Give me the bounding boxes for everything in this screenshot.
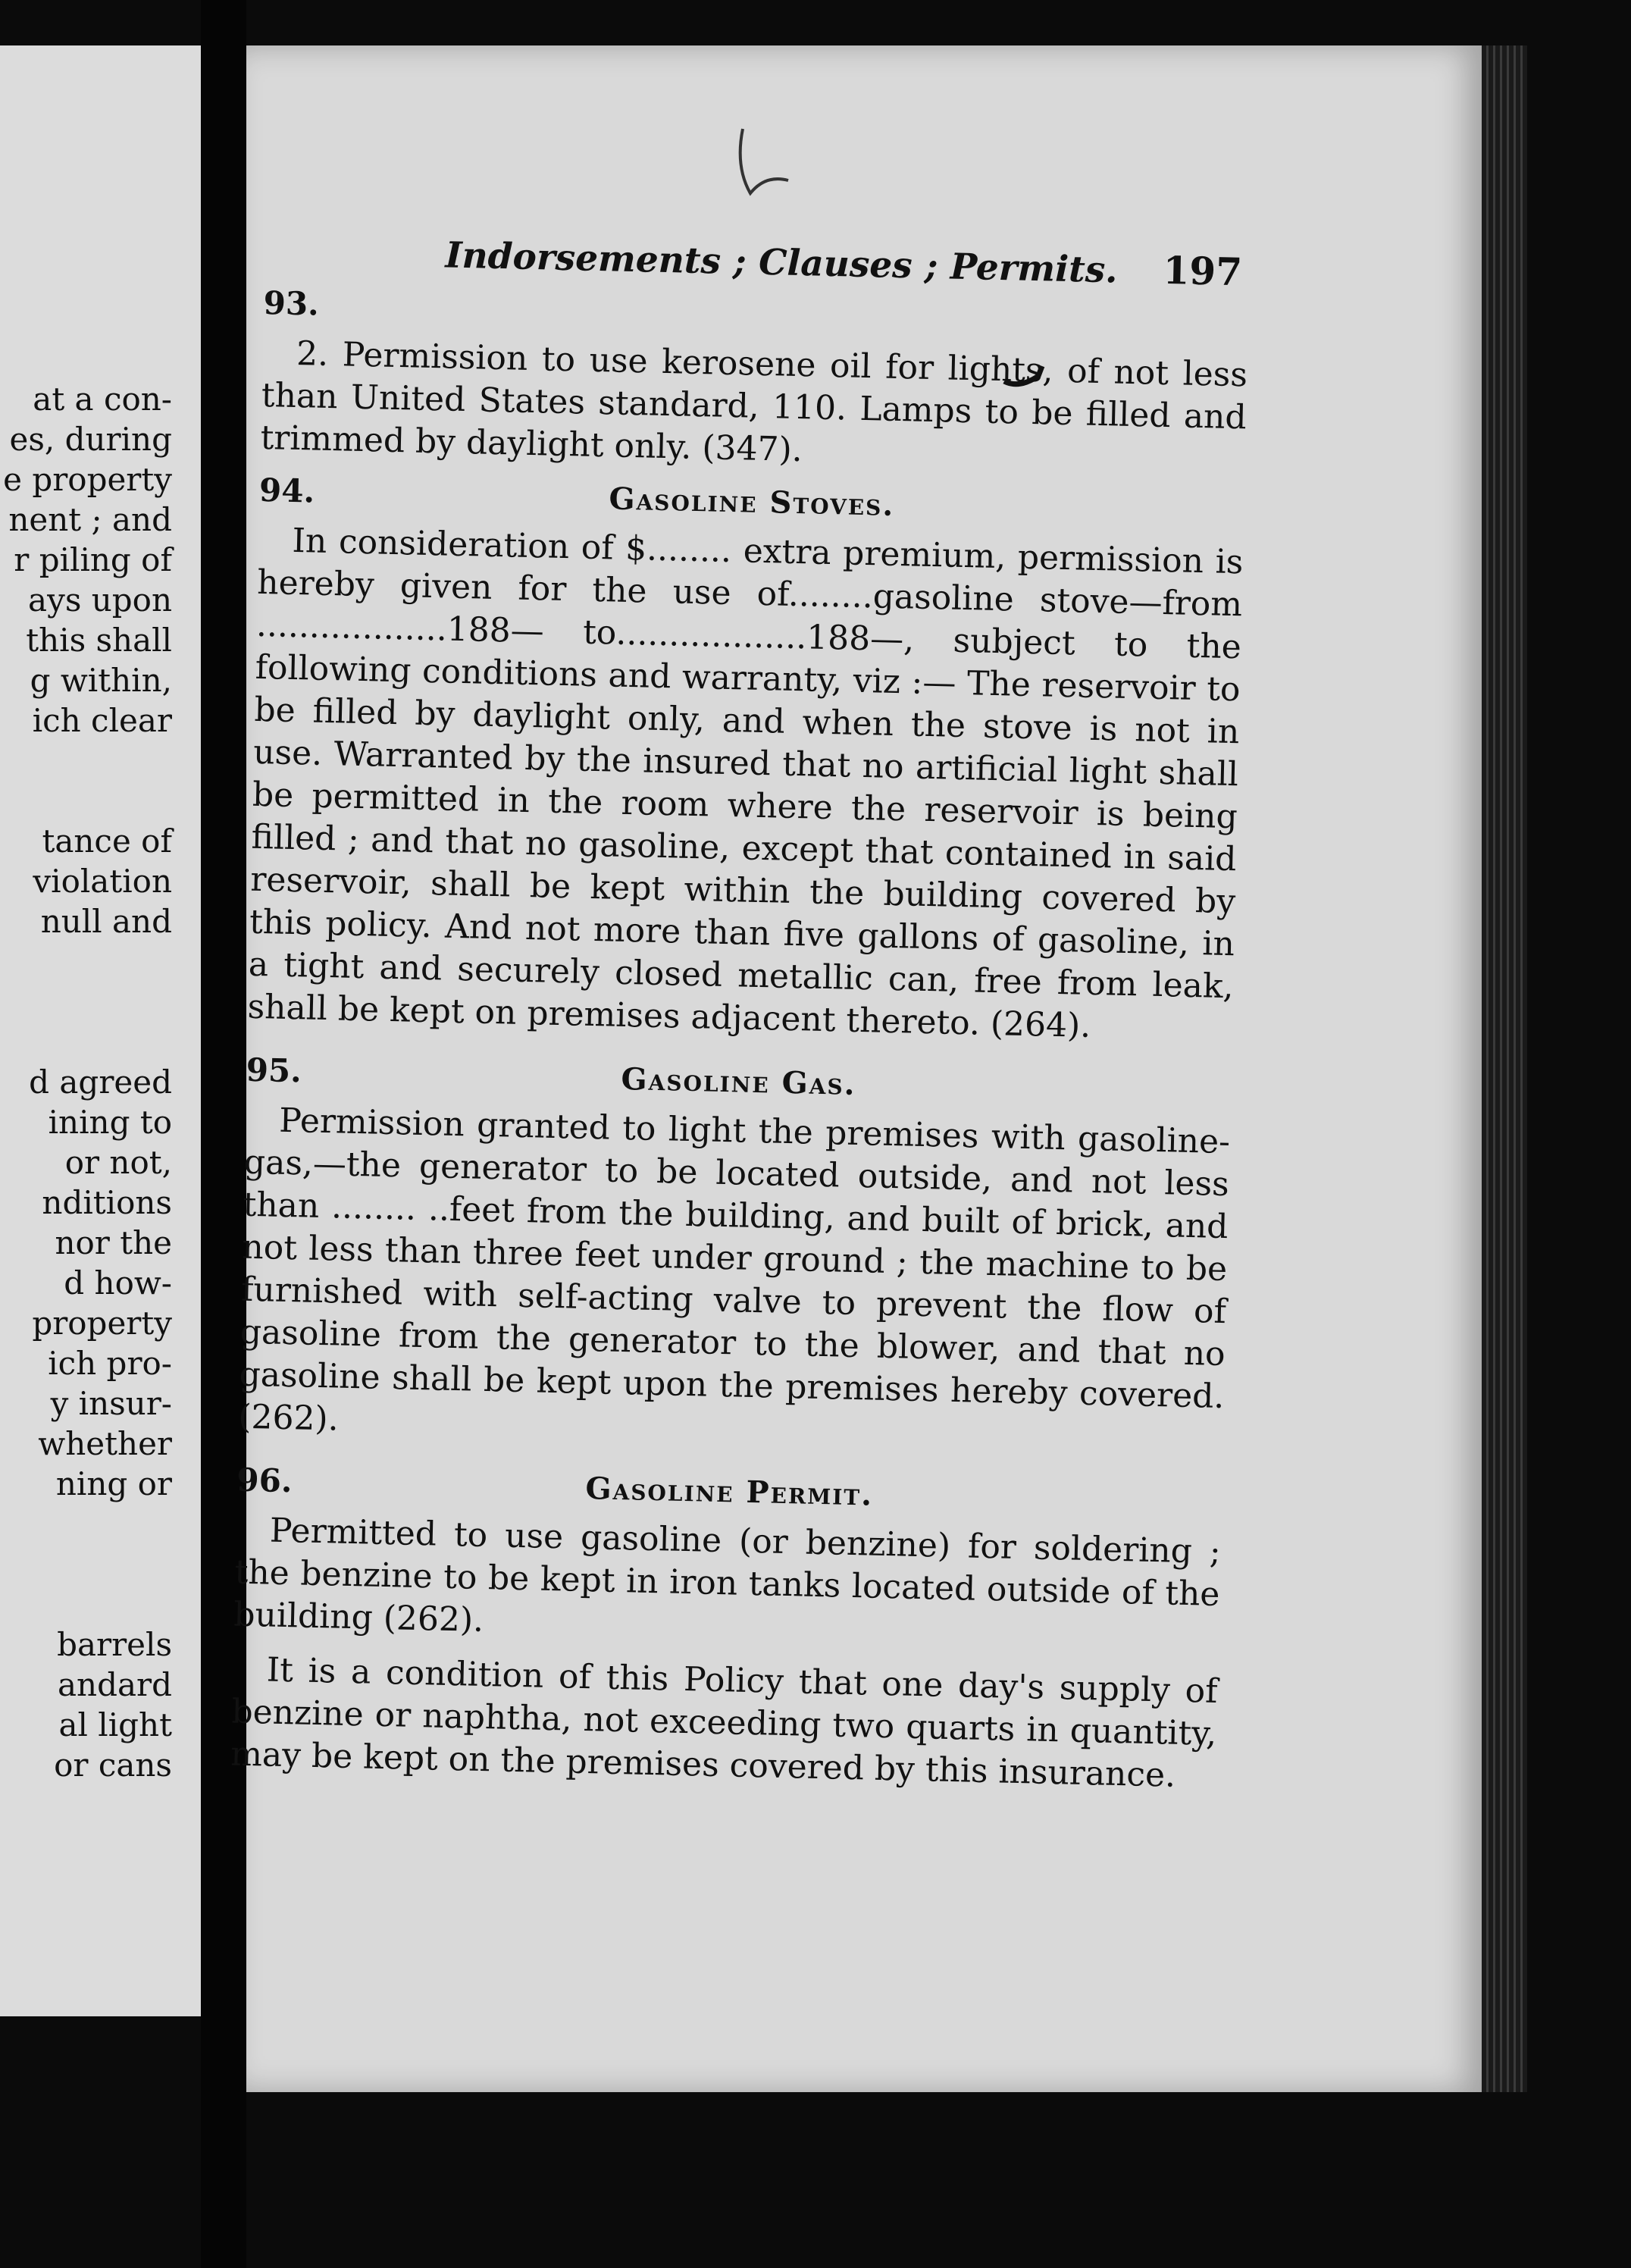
facing-page-line: tance of — [42, 822, 172, 860]
facing-page-line: or cans — [54, 1746, 172, 1784]
facing-page-line: property — [32, 1305, 172, 1342]
section-95 — [238, 1051, 1232, 1461]
facing-page-line — [3, 1504, 172, 1544]
section-number: 96. — [236, 1461, 293, 1500]
running-title: Indorsements ; Clauses ; Permits. — [445, 234, 1119, 292]
section-paragraph: Permitted to use gasoline (or benzine) for soldering ; the benzine to be kept in iron tanks located outside of the building (262). — [233, 1511, 1222, 1640]
page-number: 197 — [1162, 247, 1243, 295]
facing-page-line: d agreed — [29, 1064, 172, 1101]
facing-page-line: null and — [40, 903, 172, 940]
facing-page-line — [3, 1544, 172, 1584]
facing-page-line: at a con- — [33, 381, 172, 418]
ink-smudge-icon — [1000, 362, 1046, 393]
facing-page-line: nditions — [42, 1184, 172, 1221]
facing-page-line: ays upon — [28, 581, 172, 619]
facing-page-line: y insur- — [50, 1385, 172, 1422]
section-paragraph: It is a condition of this Policy that one day's supply of benzine or naphtha, not exceeding two quarts in quantity, may be kept on the premises covered by this insurance. — [230, 1650, 1219, 1795]
facing-page-line: d how- — [64, 1264, 172, 1302]
facing-page-line: barrels — [57, 1626, 172, 1663]
facing-page-left — [0, 45, 201, 2016]
facing-page-line — [3, 1022, 172, 1062]
facing-page-line — [3, 982, 172, 1022]
section-94 — [247, 471, 1244, 1051]
page-text-block — [230, 227, 1251, 1821]
section-title: Gasoline Stoves. — [608, 481, 895, 523]
section-paragraph: In consideration of $........ extra premium, permission is hereby given for the use of........gasoline stove—from ..................188— to..................188—, subject to the following conditions and warranty, viz :— The reservoir to be filled by daylight only, and when the stove is not in use. Warranted by the insured that no artificial light shall be permitted in the room where the reservoir is being filled ; and that no gasoline, except that contained in said reservoir, shall be kept within the building covered by this policy. And not more than five gallons of gasoline, in a tight and securely closed metallic can, free from leak, shall be kept on premises adjacent thereto. (264). — [247, 521, 1244, 1045]
section-number: 95. — [246, 1051, 302, 1090]
facing-page-line: whether — [38, 1425, 172, 1462]
section-paragraph: 2. Permission to use kerosene oil for lights, of not less than United States standard, 110. Lamps to be filled and trimmed by daylight only. (347). — [260, 334, 1248, 470]
book-gutter — [201, 0, 246, 2268]
facing-page-line: ning or — [55, 1465, 172, 1502]
facing-page-line: e property — [3, 461, 172, 498]
section-paragraph: Permission granted to light the premises with gasoline-gas,—the generator to be located outside, and not less than ........ ..feet from the building, and built of brick, and not less than three feet under ground ; the machine to be furnished with self-acting valve to prevent the flow of gasoline from the generator to the blower, and that no gasoline shall be kept upon the premises hereby covered. (262). — [237, 1101, 1231, 1439]
facing-page-line: nor the — [55, 1224, 172, 1261]
facing-page-line: andard — [58, 1666, 172, 1703]
section-number: 93. — [263, 284, 320, 323]
facing-page-line — [3, 941, 172, 982]
facing-page-line: ich clear — [32, 702, 172, 739]
facing-page-line: es, during — [9, 421, 172, 458]
facing-page-line: al light — [58, 1706, 172, 1743]
section-96 — [230, 1461, 1222, 1798]
section-93 — [260, 284, 1249, 481]
facing-page-line: g within, — [30, 662, 172, 699]
facing-page-line: r piling of — [14, 541, 172, 578]
section-title — [354, 316, 1248, 337]
facing-page-line — [3, 741, 172, 781]
facing-page-line: nent ; and — [8, 501, 172, 538]
section-title: Gasoline Gas. — [621, 1060, 857, 1102]
page-edges — [1482, 45, 1527, 2092]
ink-mark-icon — [728, 121, 811, 205]
facing-page-text — [3, 379, 172, 1785]
section-number: 94. — [258, 471, 315, 510]
facing-page-line — [3, 1584, 172, 1624]
facing-page-line: this shall — [26, 622, 172, 659]
facing-page-line: violation — [33, 863, 172, 900]
facing-page-line — [3, 781, 172, 821]
facing-page-line: ining to — [48, 1104, 172, 1141]
facing-page-line: or not, — [64, 1144, 172, 1181]
section-title: Gasoline Permit. — [584, 1471, 874, 1513]
facing-page-line: ich pro- — [48, 1345, 172, 1382]
